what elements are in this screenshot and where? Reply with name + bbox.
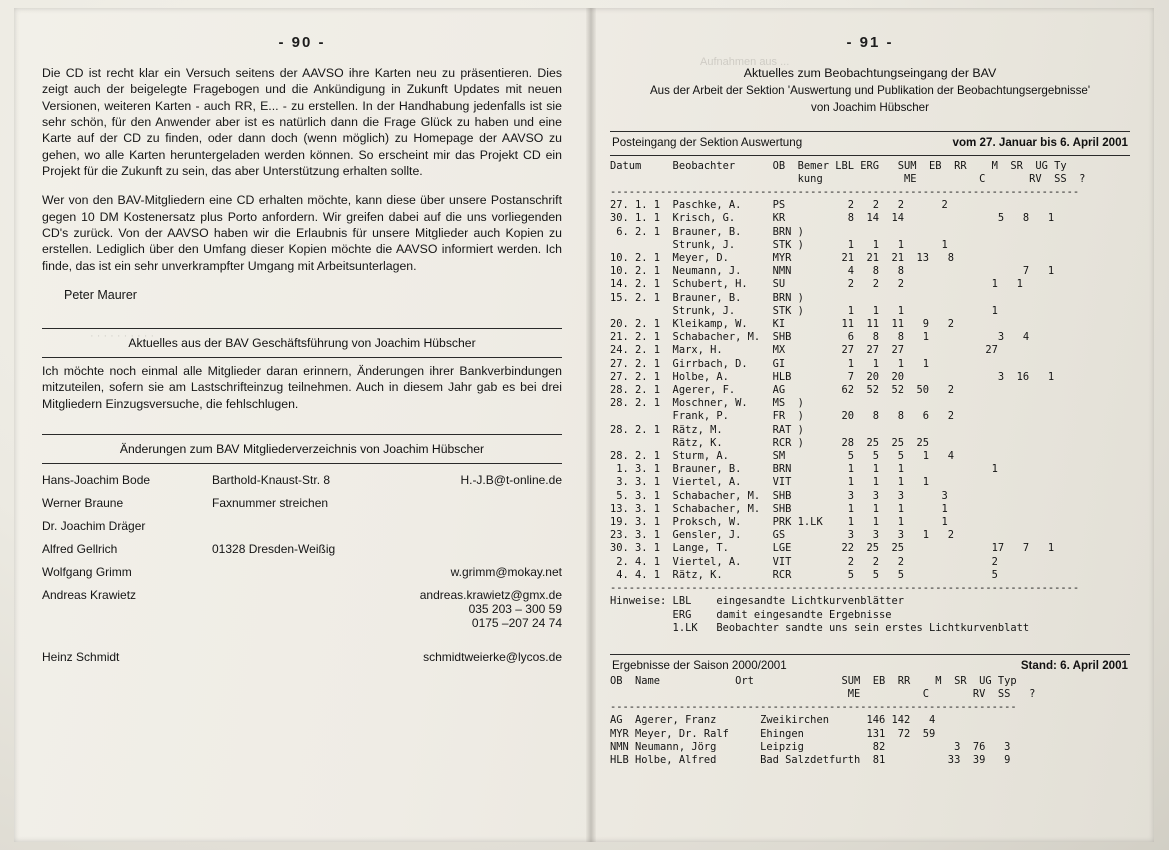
- note-line: 1.LK Beobachter sandte uns sein erstes Lichtkurvenblatt: [610, 622, 1030, 635]
- author-signature: Peter Maurer: [64, 288, 137, 303]
- member-contact: andreas.krawietz@gmx.de 035 203 – 300 59 0175 –207 24 74: [419, 588, 562, 631]
- table2-header: [610, 659, 1130, 675]
- list-item: [42, 473, 562, 487]
- table-row: HLB Holbe, Alfred Bad Salzdetfurth 81 33 39 9: [610, 754, 1011, 767]
- divider: [610, 131, 1130, 132]
- section-geschaeftsfuehrung: [42, 328, 562, 412]
- divider: [610, 654, 1130, 655]
- table-row: NMN Neumann, Jörg Leipzig 82 3 76 3: [610, 740, 1011, 753]
- paragraph-2: Wer von den BAV-Mitgliedern eine CD erhalten möchte, kann diese über unsere Postanschrift gegen 10 DM Kostenersatz plus Porto anfordern. Wir greifen dabei auf die uns vorliegenden CD's zurück. Von der AAVSO haben wir die Erlaubnis für unsere Mitglieder auch Kopien zu erstellen. Lediglich über den Umfang dieser Kopien möchte die AAVSO informiert werden. Ich finde, das ist ein sehr unverkrampfter Umgang mit Arbeitsunterlagen.: [42, 193, 562, 273]
- table-row: 4. 4. 1 Rätz, K. RCR 5 5 5 5: [610, 568, 998, 581]
- list-item: [42, 650, 562, 664]
- showthrough-text: Aufnahmen aus ...: [700, 56, 790, 68]
- table2-header-left: Ergebnisse der Saison 2000/2001: [612, 658, 787, 672]
- table-row: AG Agerer, Franz Zweikirchen 146 142 4: [610, 714, 936, 727]
- list-item: [42, 496, 562, 510]
- section1-body: Ich möchte noch einmal alle Mitglieder daran erinnern, Änderungen ihrer Bankverbindungen mitzuteilen, sofern sie am Lastschrifteinzug teilnehmen. Auch in diesem Jahr gab es bei drei Mitgliedern Einzugsversuche, die fehlschlugen.: [42, 364, 562, 411]
- left-page-column: [42, 34, 562, 664]
- note-line: ERG damit eingesandte Ergebnisse: [610, 608, 892, 621]
- member-name: Heinz Schmidt: [42, 650, 120, 665]
- table-row: Strunk, J. STK ) 1 1 1 1: [610, 304, 998, 317]
- table-row: 2. 4. 1 Viertel, A. VIT 2 2 2 2: [610, 555, 998, 568]
- member-change: Barthold-Knaust-Str. 8: [212, 473, 331, 488]
- table-row: MYR Meyer, Dr. Ralf Ehingen 131 72 59: [610, 727, 936, 740]
- member-name: Werner Braune: [42, 496, 124, 511]
- table2-columns-line1: OB Name Ort SUM EB RR M SR UG Typ: [610, 674, 1017, 687]
- member-name: Andreas Krawietz: [42, 588, 137, 603]
- table-posteingang: [610, 131, 1130, 636]
- right-page-number: - 91 -: [846, 34, 894, 51]
- table-row: 28. 2. 1 Rätz, M. RAT ): [610, 423, 804, 436]
- table-row: 30. 3. 1 Lange, T. LGE 22 25 25 17 7 1: [610, 542, 1055, 555]
- table-row: Frank, P. FR ) 20 8 8 6 2: [610, 410, 955, 423]
- right-page-column: [610, 34, 1130, 767]
- member-name: Wolfgang Grimm: [42, 565, 132, 580]
- divider: [42, 434, 562, 435]
- table-row: 28. 2. 1 Agerer, F. AG 62 52 52 50 2: [610, 384, 955, 397]
- list-item: [42, 588, 562, 630]
- article-title-line3: von Joachim Hübscher: [811, 100, 929, 114]
- table-row: 21. 2. 1 Schabacher, M. SHB 6 8 8 1 3 4: [610, 331, 1030, 344]
- table2-separator: -----------------------------------------------------------------: [610, 701, 1017, 714]
- table-row: Strunk, J. STK ) 1 1 1 1: [610, 238, 948, 251]
- table-ergebnisse: [610, 654, 1130, 767]
- article-title-line2: Aus der Arbeit der Sektion 'Auswertung und Publikation der Beobachtungsergebnisse': [649, 83, 1091, 97]
- table-row: 6. 2. 1 Brauner, B. BRN ): [610, 225, 804, 238]
- table-row: 14. 2. 1 Schubert, H. SU 2 2 2 1 1: [610, 278, 1023, 291]
- table1-separator-bottom: ---------------------------------------------------------------------------: [610, 582, 1080, 595]
- table-row: 15. 2. 1 Brauner, B. BRN ): [610, 291, 804, 304]
- table-row: 27. 2. 1 Holbe, A. HLB 7 20 20 3 16 1: [610, 370, 1055, 383]
- table-row: 30. 1. 1 Krisch, G. KR 8 14 14 5 8 1: [610, 212, 1055, 225]
- member-name: Dr. Joachim Dräger: [42, 519, 146, 534]
- table-row: 24. 2. 1 Marx, H. MX 27 27 27 27: [610, 344, 998, 357]
- table-row: 3. 3. 1 Viertel, A. VIT 1 1 1 1: [610, 476, 930, 489]
- table-row: 28. 2. 1 Moschner, W. MS ): [610, 397, 804, 410]
- table-row: 10. 2. 1 Meyer, D. MYR 21 21 21 13 8: [610, 252, 955, 264]
- section1-title: Aktuelles aus der BAV Geschäftsführung von Joachim Hübscher: [128, 336, 476, 351]
- note-line: Hinweise: LBL eingesandte Lichtkurvenblätter: [610, 595, 905, 608]
- table1-columns-line1: Datum Beobachter OB Bemer LBL ERG SUM EB RR M SR UG Ty: [610, 159, 1067, 172]
- table1-header-right: vom 27. Januar bis 6. April 2001: [952, 135, 1128, 149]
- paragraph-1: Die CD ist recht klar ein Versuch seitens der AAVSO ihre Karten neu zu präsentieren. Dies zeigt auch der beigelegte Fragebogen und die Ankündigung in Zukunft Updates mit neuen Versionen, weiteren Karten - auch RR, E... - zu erstellen. In der Handhabung jedenfalls ist sie sehr schön, für den Anwender aber ist es natürlich dann die Frage Glück zu haben und eine Karte auf der CD zu finden, oder dann doch (wenn möglich) zu Homepage der AAVSO zu gehen, wo alle Karten heruntergeladen werden können. So erscheint mir das Projekt CD ein Projekt für die Zukunft zu sein, das aber Unterstützung erhalten sollte.: [42, 66, 562, 179]
- divider: [42, 357, 562, 358]
- article-title-line1: Aktuelles zum Beobachtungseingang der BAV: [743, 66, 997, 80]
- table-row: 27. 2. 1 Girrbach, D. GI 1 1 1 1: [610, 357, 930, 370]
- section2-title: Änderungen zum BAV Mitgliederverzeichnis von Joachim Hübscher: [119, 442, 485, 457]
- table-row: 19. 3. 1 Proksch, W. PRK 1.LK 1 1 1 1: [610, 516, 948, 529]
- table-row: 13. 3. 1 Schabacher, M. SHB 1 1 1 1: [610, 502, 948, 515]
- table-row: 1. 3. 1 Brauner, B. BRN 1 1 1 1: [610, 463, 998, 476]
- member-change: 01328 Dresden-Weißig: [212, 542, 336, 557]
- table1-columns-line2: kung ME C RV SS ?: [610, 172, 1086, 185]
- section-mitgliederverzeichnis: [42, 434, 562, 664]
- table-row: 10. 2. 1 Neumann, J. NMN 4 8 8 7 1: [610, 265, 1055, 278]
- table2-columns-line2: ME C RV SS ?: [610, 688, 1036, 701]
- member-contact: H.-J.B@t-online.de: [460, 473, 562, 488]
- article-title: [610, 65, 1130, 117]
- table1-header: [610, 136, 1130, 152]
- table2-header-right: Stand: 6. April 2001: [1020, 658, 1128, 672]
- member-name: Hans-Joachim Bode: [42, 473, 151, 488]
- book-fold: [586, 8, 596, 842]
- divider: [610, 155, 1130, 156]
- table-row: Rätz, K. RCR ) 28 25 25 25: [610, 436, 930, 449]
- left-page-number: - 90 -: [278, 34, 326, 51]
- list-item: [42, 542, 562, 556]
- member-contact: w.grimm@mokay.net: [450, 565, 562, 580]
- table1-header-left: Posteingang der Sektion Auswertung: [612, 135, 803, 149]
- showthrough-text: · · · · · · · · · ·: [90, 330, 155, 342]
- table-row: 5. 3. 1 Schabacher, M. SHB 3 3 3 3: [610, 489, 948, 502]
- divider: [42, 463, 562, 464]
- list-item: [42, 565, 562, 579]
- table1-separator: ---------------------------------------------------------------------------: [610, 185, 1080, 198]
- table-row: 20. 2. 1 Kleikamp, W. KI 11 11 11 9 2: [610, 318, 955, 331]
- list-item: [42, 519, 562, 533]
- member-change: Faxnummer streichen: [212, 496, 329, 511]
- member-name: Alfred Gellrich: [42, 542, 118, 557]
- member-contact: schmidtweierke@lycos.de: [423, 650, 562, 665]
- table-row: 23. 3. 1 Gensler, J. GS 3 3 3 1 2: [610, 529, 955, 542]
- table-row: 28. 2. 1 Sturm, A. SM 5 5 5 1 4: [610, 450, 955, 463]
- divider: [42, 328, 562, 329]
- table-row: 27. 1. 1 Paschke, A. PS 2 2 2 2: [610, 199, 948, 212]
